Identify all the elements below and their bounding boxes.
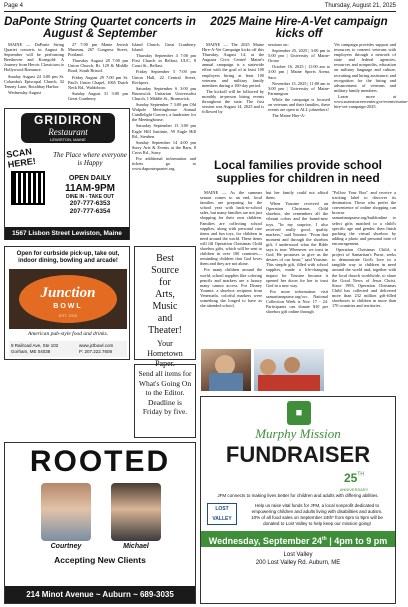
- paragraph: 27 7:00 pm Maine Jewish Museum, 267 Congress Street, Portland.: [68, 42, 128, 58]
- venue-name: Lost Valley: [283, 552, 313, 558]
- phone-2: 207-777-6354: [69, 208, 111, 215]
- phone-1: 207-777-6353: [69, 200, 111, 207]
- paragraph: Friday September 5 7:00 pm Union Hall, 22 Central Street, Rockport.: [132, 69, 196, 85]
- paragraph: sessions on:: [268, 42, 289, 47]
- open-daily: OPEN DAILY: [68, 175, 112, 182]
- paragraph: For more information visit samaritanspurse.org/occ. National Collection Week is Nov. 17 - 24. Participants can donate $10 per shoebox gift online through: [266, 288, 328, 315]
- rooted-title: ROOTED: [29, 445, 171, 478]
- junction-tagline: American pub-style food and drinks.: [27, 331, 109, 337]
- help-text: Help us raise vital funds for JFM, a local nonprofit dedicated to empowering children and adults living with disabilities and autism.: [251, 503, 383, 514]
- jfm-logo-icon: ■: [287, 401, 311, 425]
- best-source-ad: [134, 246, 196, 368]
- source-line: and: [157, 313, 173, 324]
- paragraph: Saturday September 6 3:00 pm Brunswick Unitarian Universalist Church, 1 Middle St., Brunswick.: [132, 85, 196, 101]
- gridiron-hours-block: [53, 175, 127, 216]
- event-time: | 4pm to 9 pm: [329, 536, 388, 546]
- paragraph: Friday August 29 7:00 pm St. Paul's Union Chapel, 1065 Dutch Neck Rd., Waldoboro.: [68, 74, 128, 90]
- children-shoebox-photo: [254, 349, 324, 391]
- paragraph: Sunday September 14 4:00 pm Surry Arts & Events at the Barn, 8 Cross Rd., Surry.: [132, 139, 196, 155]
- school-supplies-col2: [266, 190, 328, 346]
- event-date-text: Wednesday, September 24: [208, 536, 322, 546]
- paragraph: MAINE — As the summer season comes to an end, local families are preparing for the school year with back-to-school sales, but many families are not just shopping for their own children. Families are collecting school supplies, along with personal care items and fun toys, for children in need around the world. These items will fill Operation Christmas Child shoebox gifts, which will be sent to children in over 100 countries—reminding children that God loves them and they are not alone.: [200, 190, 262, 267]
- paragraph: Island Church, Great Cranberry Island.: [132, 42, 196, 53]
- hire-a-vet-headline: 2025 Maine Hire-A-Vet campaign kicks off: [210, 16, 388, 40]
- courtney-photo: [41, 483, 91, 541]
- rooted-address: 214 Minot Avenue ~ Auburn ~ 689-3035: [5, 586, 195, 603]
- junction-bowl-ad: [4, 246, 130, 360]
- source-line: Hometown: [147, 349, 183, 358]
- michael-name: Michael: [123, 543, 149, 550]
- paragraph: "Follow Your Box" and receive a tracking label to discover its destination. Those who prefer the convenience of online shopping can browse samaritanspurse.org/buildonline to select gifts matched to a child's specific age and gender, then finish packing the virtual shoebox by adding a photo and personal note of encouragement.: [332, 190, 396, 246]
- paragraph: For additional information and tickets go to www.dapontequartet.org.: [132, 155, 196, 172]
- paragraph: Sunday August 24 3:00 pm St. Columba's Episcopal Church, 32 Tenney Lane, Boothbay Harbor.: [4, 73, 64, 89]
- rooted-ad: [4, 442, 196, 604]
- scan-here-label: SCAN HERE!: [5, 146, 37, 170]
- gridiron-ad: [4, 108, 130, 240]
- page-number: Page 4: [4, 3, 24, 9]
- paragraph: For many children around the world, school supplies like coloring pencils and markers are a luxury many cannot access. For Disney Youmie, a shoebox recipient from Venezuela, colorful markers were something she longed to have as she attended school,: [200, 267, 262, 309]
- paragraph: Sunday August 31 3:00 pm Great Cranberry: [68, 90, 128, 101]
- fundraiser-title: FUNDRAISER: [225, 442, 371, 467]
- murphy-word: Murphy: [255, 426, 297, 441]
- gridiron-sub: Restaurant: [48, 127, 88, 137]
- gridiron-name: GRIDIRON: [34, 113, 102, 127]
- source-line: for: [159, 277, 171, 288]
- dine-takeout: DINE IN - TAKE OUT: [66, 194, 114, 200]
- hire-a-vet-col2: [268, 42, 330, 166]
- daponte-headline: DaPonte String Quartet concerts in August & September: [4, 16, 196, 40]
- page-header: [4, 3, 396, 12]
- school-supplies-headline: Local families provide school supplies for children in need: [213, 158, 383, 185]
- daponte-col1: [4, 42, 64, 104]
- paragraph: Operation Christmas Child, a project of Samaritan's Purse, seeks to demonstrate God's love in a tangible way to children in need around the world and, together with the local church worldwide, to share the Good News of Jesus Christ. Since 1993, Operation Christmas Child has collected and delivered more than 232 million gift-filled shoeboxes to children in more than 170 countries and territories.: [332, 247, 396, 309]
- paragraph: Saturday September 13 3:00 pm Eagle Hill Institute, 59 Eagle Hill Rd., Steuben.: [132, 123, 196, 139]
- child-photo-1: [201, 349, 251, 391]
- school-supplies-col3: [332, 190, 396, 346]
- lost-valley-logo: LOST VALLEY: [207, 503, 237, 525]
- event-date-suffix: th: [321, 536, 327, 542]
- paragraph: The Maine Hire-A-: [272, 113, 306, 119]
- source-line: Best: [156, 253, 174, 264]
- junction-logo-bowl: BOWL: [53, 303, 83, 310]
- junction-address: 9 Railroad Ave, Ste 102 Gorham, ME 04038: [11, 343, 59, 354]
- junction-top-text: Open for curbside pick-up, take out, indoor dining, bowling and arcade!: [16, 251, 120, 264]
- paragraph: November 13, 2025 | 11:00 am to 3:00 pm | University of Maine-Farmington: [268, 80, 330, 96]
- junction-logo-panel: [9, 269, 127, 329]
- paragraph: Thursday August 28 7:00 pm Union Church, Rt. 129 & Middle Road, South Bristol.: [68, 58, 128, 74]
- event-date: [201, 531, 395, 547]
- paragraph: MAINE — The 2025 Maine Hire-A-Vet Campaign kicks off this Thursday, August 14, at the Augusta Civic Center! Maine's annual campaign is a statewide effort with the goal of at least 100 employers hiring at least 100 veterans and military family members during a 100-day period.: [202, 42, 264, 88]
- qr-code-icon[interactable]: [11, 171, 45, 205]
- gridiron-city: LEWISTON, MAINE: [50, 137, 86, 142]
- daponte-col3: [132, 42, 196, 242]
- daponte-col2: [68, 42, 128, 104]
- source-line: Your: [157, 339, 173, 348]
- source-line: Arts,: [155, 289, 175, 300]
- paragraph: Learn more at www.mainecareercenter.gov/events/maine-hire-vet-campaign-2025.: [334, 93, 408, 110]
- school-supplies-col1: [200, 190, 262, 346]
- paragraph: September 25, 2025 | 3:00 pm to 5:00 pm | University of Maine-Orono: [268, 48, 330, 64]
- paragraph: Vet campaign provides support and resources to connect veterans with employers through a network of state and federal agencies, resources and nonprofits, education on military language and culture, recruiting and hiring assistance, and recognition for the hiring and advancement of veterans and military family members.: [334, 42, 396, 93]
- gridiron-logo: [21, 113, 115, 143]
- source-line: Music: [152, 301, 178, 312]
- percent-text: 10% of all food sales on September 24th* from 6pm to 9pm will be donated to Lost Valley to help keep our mission going!: [251, 515, 383, 526]
- junction-est: EST. 2019: [58, 313, 78, 318]
- anniversary-number: 25: [343, 471, 358, 485]
- paragraph: Sunday September 7 3:00 pm Old Walpole Meetinghouse Annual Candlelight Concert, a fundraiser for the Meetinghouse.: [132, 102, 196, 123]
- michael-photo: [111, 483, 161, 541]
- murphy-mission-title: [201, 427, 395, 441]
- paragraph: MAINE — DaPonte String Quartet concerts in August & September will be performing Beethoven and Korngold: A Journey from Heroic Classicism to Hollywood Romance.: [4, 42, 64, 73]
- venue-address: 200 Lost Valley Rd. Auburn, ME: [255, 560, 341, 566]
- paragraph: Wednesday August: [8, 89, 41, 95]
- source-line: Theater!: [148, 325, 182, 336]
- junction-phone: P: 207.222.7608: [79, 349, 113, 354]
- issue-date: Thursday, August 21, 2025: [324, 3, 396, 9]
- paragraph: The kickoff will be followed by monthly in-person hiring events throughout the state. The first session was August 14, 2025 and is followed by: [202, 88, 264, 115]
- hire-a-vet-col3: [334, 42, 408, 166]
- accepting-clients: Accepting New Clients: [54, 555, 146, 565]
- gridiron-address: 1567 Lisbon Street Lewiston, Maine: [5, 227, 129, 240]
- paragraph: October 16, 2025 | 11:00 am to 3:00 pm | Maine Sports Arena, Saco: [268, 64, 330, 80]
- source-line: Source: [151, 265, 179, 276]
- send-items-notice: Send all items for What's Going On to the Editor. Deadline is Friday by five.: [134, 364, 196, 438]
- anniversary-badge: [319, 469, 389, 492]
- paragraph: Thursday September 4 7:00 pm First Church in Belfast, UUC, 8 Court St., Belfast.: [132, 53, 196, 69]
- paragraph: but her family could not afford them.: [266, 190, 328, 201]
- jfm-description: JFM connects to making lives better for children and adults with differing abilities.: [217, 493, 379, 498]
- source-line: Paper.: [155, 359, 175, 368]
- junction-contact: [9, 341, 127, 357]
- mission-word: Mission: [299, 426, 341, 441]
- paragraph: While the campaign is focused on veterans and their families, these events are open to ALL jobseekers!: [268, 96, 330, 113]
- courtney-name: Courtney: [50, 543, 82, 550]
- junction-web[interactable]: www.jctbowl.com: [79, 343, 114, 348]
- junction-logo: Junction: [40, 285, 96, 301]
- anniversary-suffix: TH: [357, 471, 365, 478]
- anniversary-label: ANNIVERSARY: [339, 487, 369, 492]
- hours: 11AM-9PM: [64, 183, 115, 194]
- paragraph: When Yousine received an Operation Christmas Child shoebox, she remembers all the vibrant colors and the brand-new toys. "In my surprise, I also received really good, quality markers," said Yousine. "From that moment and through the shoebox gift, I understood what the Bible says is true: Whenever we trust in God, He promises to give us the desires of our heart," said Yousine. This simple gift, filled with school supplies, made a life-changing impact for Yousine because it opened her doors for her to trust God in a new way.: [266, 201, 328, 288]
- hire-a-vet-col1: [202, 42, 264, 166]
- murphy-mission-ad: [200, 396, 396, 604]
- gridiron-tagline: The Place where everyone is Happy: [53, 151, 127, 167]
